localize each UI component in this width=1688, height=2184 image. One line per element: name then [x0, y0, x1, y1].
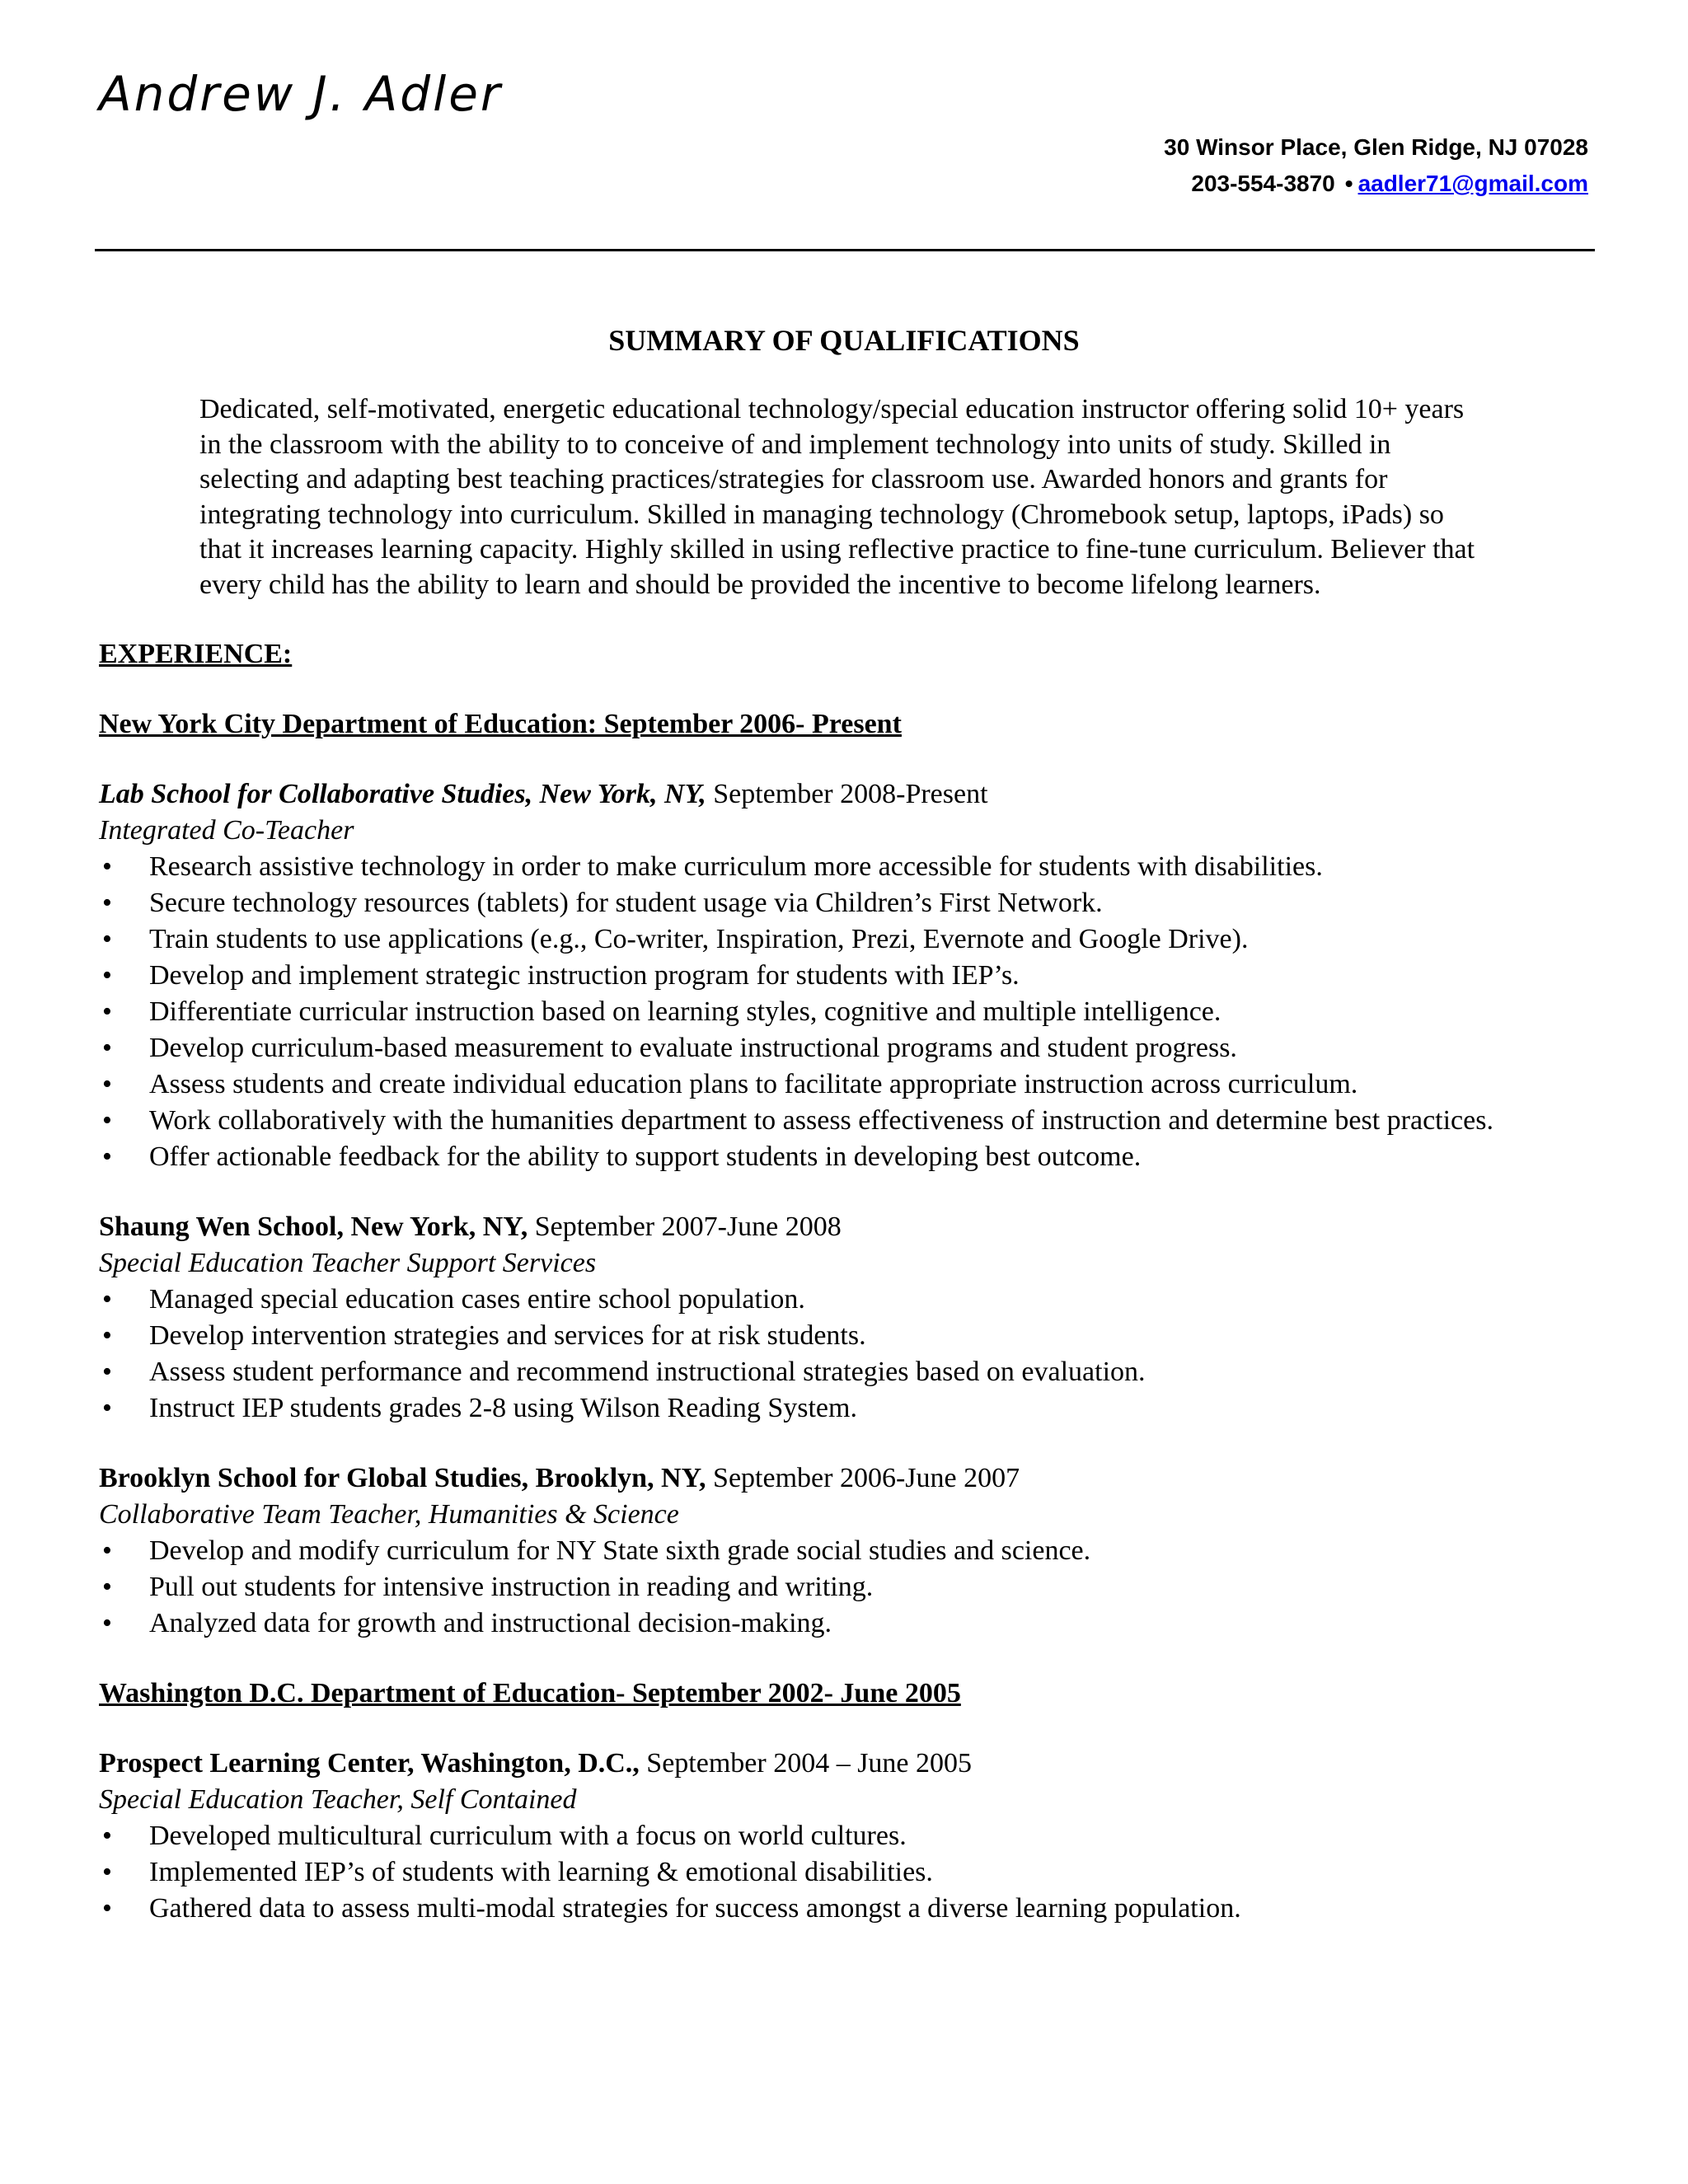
list-item: • Pull out students for intensive instruction in reading and writing. [99, 1569, 1632, 1605]
school-lab-school [99, 776, 1632, 813]
list-item: • Secure technology resources (tablets) for student usage via Children’s First Network. [99, 885, 1632, 921]
list-item: • Develop curriculum-based measurement to evaluate instructional programs and student progress. [99, 1030, 1632, 1066]
job-role: Special Education Teacher, Self Contained [99, 1784, 577, 1815]
summary-line: integrating technology into curriculum. Skilled in managing technology (Chromebook setup, laptops, iPads) so [199, 499, 1444, 530]
email-link[interactable]: aadler71@gmail.com [1357, 171, 1588, 196]
summary-line: Dedicated, self-motivated, energetic educational technology/special education instructor offering solid 10+ years [199, 394, 1465, 424]
school-brooklyn [99, 1460, 1632, 1497]
duties-list [99, 1533, 1632, 1642]
list-item: • Work collaboratively with the humanities department to assess effectiveness of instruction and determine best practices. [99, 1103, 1632, 1139]
summary-paragraph [199, 392, 1601, 602]
duties-list [99, 849, 1632, 1175]
school-dates: September 2006-June 2007 [706, 1463, 1020, 1493]
list-item: • Develop and implement strategic instruction program for students with IEP’s. [99, 958, 1632, 994]
school-prospect [99, 1746, 1632, 1782]
list-item: • Instruct IEP students grades 2-8 using Wilson Reading System. [99, 1390, 1632, 1427]
school-dates: September 2007-June 2008 [528, 1212, 842, 1242]
duties-list [99, 1818, 1632, 1927]
duties-list [99, 1282, 1632, 1427]
list-item: • Research assistive technology in order to make curriculum more accessible for students with disabilities. [99, 849, 1632, 885]
contact-block [1164, 129, 1588, 202]
list-item: • Assess students and create individual education plans to facilitate appropriate instruction across curriculum. [99, 1066, 1632, 1103]
school-dates: September 2004 – June 2005 [639, 1748, 973, 1779]
summary-line: that it increases learning capacity. Highly skilled in using reflective practice to fine-tune curriculum. Believer that [199, 534, 1475, 565]
phone: 203-554-3870 [1191, 171, 1335, 196]
school-shaung-wen [99, 1209, 1632, 1245]
list-item: • Developed multicultural curriculum with a focus on world cultures. [99, 1818, 1632, 1854]
experience-heading: EXPERIENCE: [99, 639, 293, 669]
school-name: Shaung Wen School, New York, NY, [99, 1212, 528, 1242]
school-name: Lab School for Collaborative Studies, New York, NY, [99, 779, 706, 809]
job-role: Integrated Co-Teacher [99, 815, 354, 846]
header-divider [95, 249, 1595, 251]
list-item: • Train students to use applications (e.g., Co-writer, Inspiration, Prezi, Evernote and Google Drive). [99, 921, 1632, 958]
resume-name: Andrew J. Adler [99, 66, 503, 122]
summary-title: SUMMARY OF QUALIFICATIONS [608, 324, 1080, 357]
school-dates: September 2008-Present [706, 779, 988, 809]
list-item: • Develop and modify curriculum for NY State sixth grade social studies and science. [99, 1533, 1632, 1569]
list-item: • Managed special education cases entire school population. [99, 1282, 1632, 1318]
bullet-separator: • [1344, 171, 1353, 196]
org-heading-nyc: New York City Department of Education: September 2006- Present [99, 709, 902, 739]
list-item: • Differentiate curricular instruction based on learning styles, cognitive and multiple intelligence. [99, 994, 1632, 1030]
list-item: • Develop intervention strategies and services for at risk students. [99, 1318, 1632, 1354]
summary-line: selecting and adapting best teaching practices/strategies for classroom use. Awarded honors and grants for [199, 464, 1388, 494]
org-heading-dc: Washington D.C. Department of Education- September 2002- June 2005 [99, 1678, 961, 1708]
job-role: Collaborative Team Teacher, Humanities & Science [99, 1499, 679, 1530]
list-item: • Implemented IEP’s of students with learning & emotional disabilities. [99, 1854, 1632, 1891]
job-role: Special Education Teacher Support Services [99, 1248, 597, 1278]
phone-email-line [1164, 166, 1588, 202]
summary-line: in the classroom with the ability to to conceive of and implement technology into units of study. Skilled in [199, 429, 1391, 460]
summary-line: every child has the ability to learn and should be provided the incentive to become lifelong learners. [199, 569, 1321, 600]
school-name: Brooklyn School for Global Studies, Brooklyn, NY, [99, 1463, 706, 1493]
list-item: • Assess student performance and recommend instructional strategies based on evaluation. [99, 1354, 1632, 1390]
list-item: • Gathered data to assess multi-modal strategies for success amongst a diverse learning population. [99, 1891, 1632, 1927]
school-name: Prospect Learning Center, Washington, D.C., [99, 1748, 640, 1779]
list-item: • Analyzed data for growth and instructional decision-making. [99, 1605, 1632, 1642]
list-item: • Offer actionable feedback for the ability to support students in developing best outcome. [99, 1139, 1632, 1175]
experience-section [99, 636, 1632, 1961]
address: 30 Winsor Place, Glen Ridge, NJ 07028 [1164, 134, 1588, 160]
